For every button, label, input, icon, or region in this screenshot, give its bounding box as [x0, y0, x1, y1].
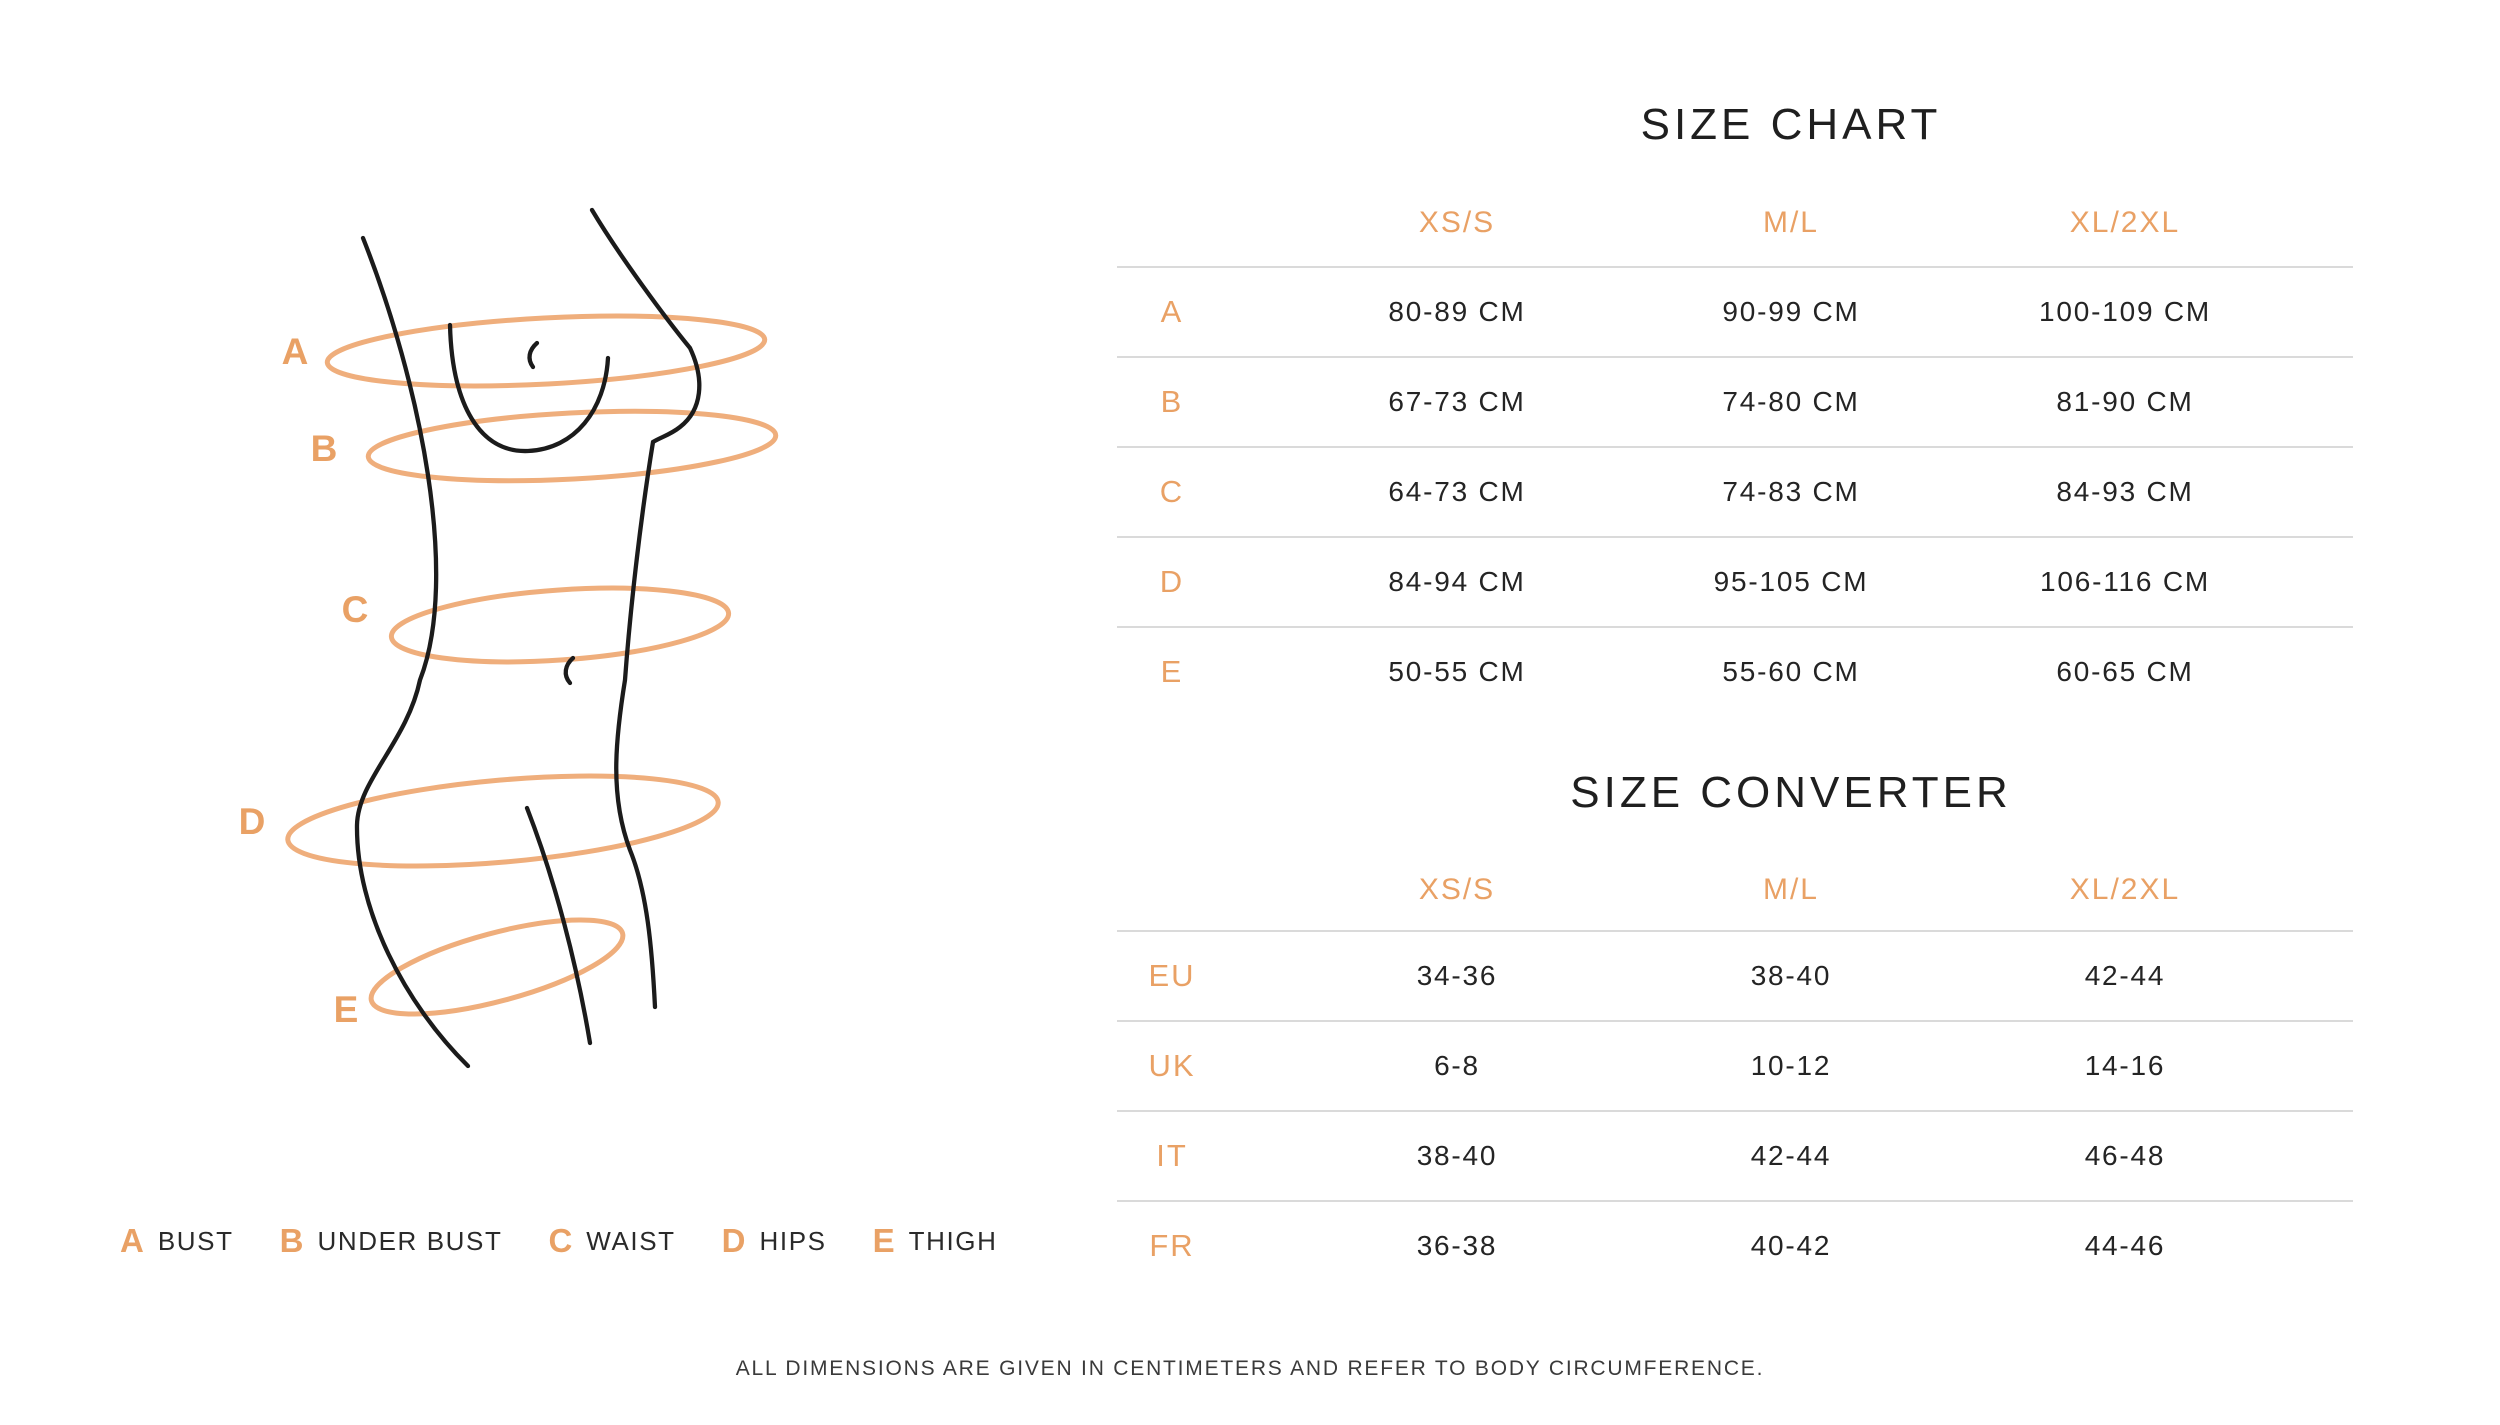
column-header-xl-2xl: XL/2XL [2069, 206, 2181, 239]
figure-label-e: E [333, 989, 359, 1030]
size-chart-title: SIZE CHART [1640, 100, 1942, 149]
table-row-eu [1117, 930, 2353, 1020]
cell-xl-2xl: 81-90 CM [2056, 386, 2194, 417]
figure-label-a: A [281, 331, 309, 372]
row-label: C [1159, 474, 1185, 509]
size-converter-title: SIZE CONVERTER [1570, 768, 2012, 817]
row-label: FR [1149, 1228, 1195, 1263]
size-tables-panel [1117, 0, 2353, 1425]
cell-xl-2xl: 14-16 [2084, 1050, 2166, 1081]
column-header-m-l: M/L [1762, 873, 1819, 906]
measure-ellipse-hips [284, 761, 722, 880]
legend-label: BUST [157, 1225, 234, 1256]
cell-xs-s: 36-38 [1416, 1230, 1498, 1261]
column-header-xl-2xl: XL/2XL [2069, 873, 2181, 906]
table-row-d [1117, 536, 2353, 626]
table-row-fr [1117, 1200, 2353, 1290]
size-converter-table [1117, 930, 2353, 1290]
measure-ellipse-waist [389, 578, 731, 671]
column-header-m-l: M/L [1762, 206, 1819, 239]
cell-xs-s: 34-36 [1416, 960, 1498, 991]
table-row-b [1117, 356, 2353, 446]
cell-xl-2xl: 44-46 [2084, 1230, 2166, 1261]
cell-xl-2xl: 42-44 [2084, 960, 2166, 991]
cell-xl-2xl: 100-109 CM [2038, 296, 2212, 327]
legend-key: B [279, 1222, 305, 1259]
cell-m-l: 42-44 [1750, 1140, 1832, 1171]
cell-xs-s: 67-73 CM [1388, 386, 1526, 417]
cell-xl-2xl: 106-116 CM [2039, 566, 2210, 597]
column-header-xs-s: XS/S [1418, 873, 1496, 906]
legend-key: A [120, 1222, 145, 1259]
cell-m-l: 74-83 CM [1722, 476, 1860, 507]
row-label: A [1160, 294, 1184, 329]
cell-xs-s: 64-73 CM [1388, 476, 1526, 507]
figure-nipple-mark [530, 343, 537, 367]
legend-key: E [872, 1222, 896, 1259]
legend-label: HIPS [759, 1225, 827, 1256]
figure-label-c: C [341, 589, 369, 630]
size-converter-header-row [1117, 860, 2353, 920]
body-measurement-figure [225, 192, 790, 1087]
figure-label-b: B [310, 428, 338, 469]
cell-m-l: 10-12 [1750, 1050, 1832, 1081]
row-label: D [1159, 564, 1185, 599]
column-header-xs-s: XS/S [1418, 206, 1496, 239]
table-row-e [1117, 626, 2353, 716]
legend-label: WAIST [586, 1225, 676, 1256]
cell-m-l: 74-80 CM [1722, 386, 1860, 417]
legend-label: UNDER BUST [317, 1225, 503, 1256]
size-chart-table [1117, 266, 2353, 716]
table-row-it [1117, 1110, 2353, 1200]
legend-item-bust [120, 1222, 234, 1260]
cell-xs-s: 38-40 [1416, 1140, 1498, 1171]
cell-m-l: 55-60 CM [1722, 656, 1860, 687]
cell-xs-s: 84-94 CM [1388, 566, 1526, 597]
legend-key: D [721, 1222, 747, 1259]
cell-xs-s: 50-55 CM [1388, 656, 1526, 687]
row-label: EU [1148, 958, 1196, 993]
size-chart-header-row [1117, 193, 2353, 253]
legend-item-hips [722, 1222, 827, 1260]
row-label: B [1160, 384, 1184, 419]
cell-m-l: 40-42 [1750, 1230, 1832, 1261]
row-label: UK [1148, 1048, 1196, 1083]
legend-item-thigh [873, 1222, 998, 1260]
table-row-c [1117, 446, 2353, 536]
cell-xl-2xl: 60-65 CM [2056, 656, 2194, 687]
measurement-legend [120, 1222, 998, 1260]
legend-item-waist [548, 1222, 675, 1260]
cell-xl-2xl: 84-93 CM [2056, 476, 2194, 507]
table-row-uk [1117, 1020, 2353, 1110]
cell-m-l: 38-40 [1750, 960, 1832, 991]
measure-ellipse-thigh [363, 901, 632, 1034]
cell-xs-s: 80-89 CM [1388, 296, 1526, 327]
cell-m-l: 90-99 CM [1722, 296, 1860, 327]
legend-item-under-bust [280, 1222, 503, 1260]
figure-outline-right-side [592, 210, 699, 1007]
footer-note: ALL DIMENSIONS ARE GIVEN IN CENTIMETERS AND REFER TO BODY CIRCUMFERENCE. [735, 1357, 1765, 1380]
legend-label: THIGH [908, 1225, 998, 1256]
cell-m-l: 95-105 CM [1713, 566, 1869, 597]
figure-svg [225, 192, 790, 1087]
table-row-a [1117, 266, 2353, 356]
row-label: IT [1156, 1138, 1188, 1173]
legend-key: C [548, 1222, 574, 1259]
row-label: E [1160, 654, 1184, 689]
cell-xl-2xl: 46-48 [2084, 1140, 2166, 1171]
figure-label-d: D [238, 801, 266, 842]
cell-xs-s: 6-8 [1434, 1050, 1480, 1081]
